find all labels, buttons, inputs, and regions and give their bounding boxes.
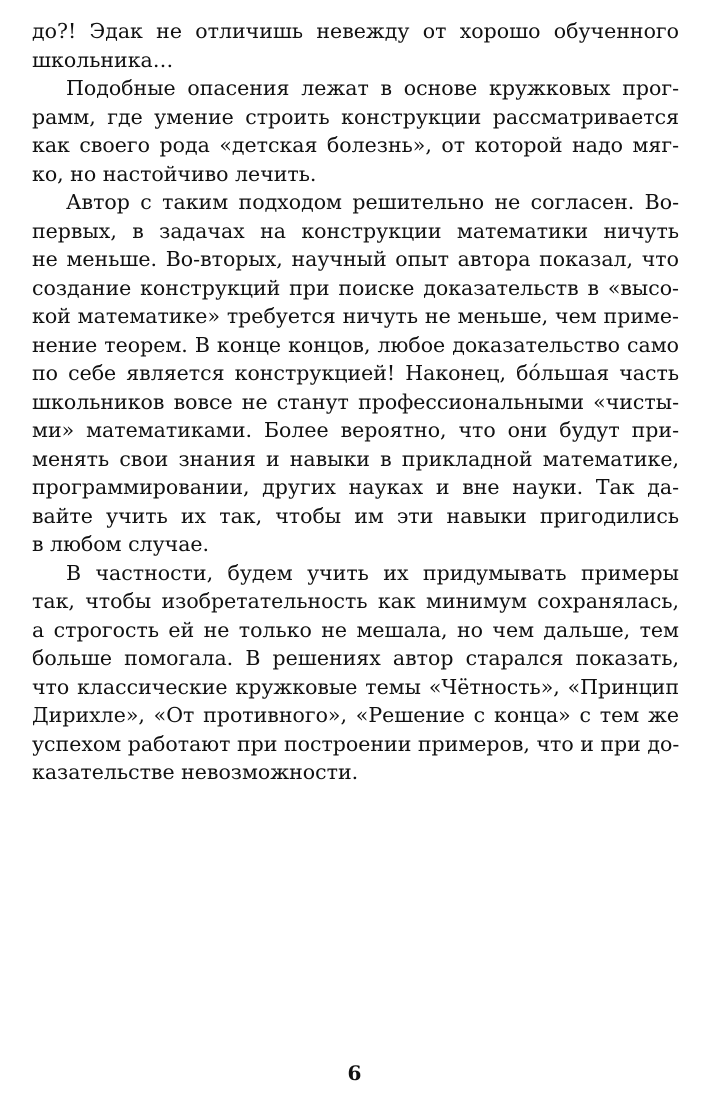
text-line: школьника… (32, 47, 174, 72)
text-line: первых, в задачах на конструкции математики ничуть (32, 218, 679, 243)
text-line: что классические кружковые темы «Чётность», «Принцип (32, 674, 679, 699)
text-line: программировании, других науках и вне науки. Так да- (32, 475, 679, 499)
text-line: больше помогала. В решениях автор старался показать, (32, 646, 679, 670)
paragraph-4 (32, 559, 679, 787)
text-line: Дирихле», «От противного», «Решение с конца» с тем же (32, 703, 679, 727)
text-line: до?! Эдак не отличишь невежду от хорошо обученного (32, 19, 679, 43)
page-number: 6 (347, 1061, 362, 1085)
text-line: в любом случае. (32, 532, 210, 556)
text-line: ко, но настойчиво лечить. (32, 161, 317, 186)
text-line: по себе является конструкцией! Наконец, бóльшая часть (32, 361, 679, 385)
text-line: вайте учить их так, чтобы им эти навыки пригодились (32, 503, 679, 528)
text-line: не меньше. Во-вторых, научный опыт автора показал, что (32, 247, 679, 271)
text-line: рамм, где умение строить конструкции рассматривается (32, 104, 679, 129)
text-line: нение теорем. В конце концов, любое доказательство само (32, 332, 679, 357)
text-line: создание конструкций при поиске доказательств в «высо- (32, 275, 679, 300)
text-line: менять свои знания и навыки в прикладной математике, (32, 446, 679, 471)
text-line: кой математике» требуется ничуть не меньше, чем приме- (32, 304, 679, 328)
text-line: успехом работают при построении примеров, что и при до- (32, 731, 680, 756)
text-line: Подобные опасения лежат в основе кружковых прог- (66, 76, 679, 100)
text-line: ми» математиками. Более вероятно, что они будут при- (32, 418, 679, 442)
text-line: В частности, будем учить их придумывать примеры (66, 560, 679, 585)
text-line: казательстве невозможности. (32, 760, 359, 784)
text-line: так, чтобы изобретательность как минимум сохранялась, (32, 589, 679, 613)
text-line: как своего рода «детская болезнь», от которой надо мяг- (32, 133, 679, 157)
text-line: Автор с таким подходом решительно не согласен. Во- (66, 190, 679, 214)
paragraph-2 (32, 74, 679, 188)
paragraph-1 (32, 17, 679, 74)
text-body (32, 17, 679, 787)
text-line: а строгость ей не только не мешала, но чем дальше, тем (32, 617, 679, 642)
text-line: школьников вовсе не станут профессиональными «чисты- (32, 389, 679, 414)
paragraph-3 (32, 188, 679, 559)
